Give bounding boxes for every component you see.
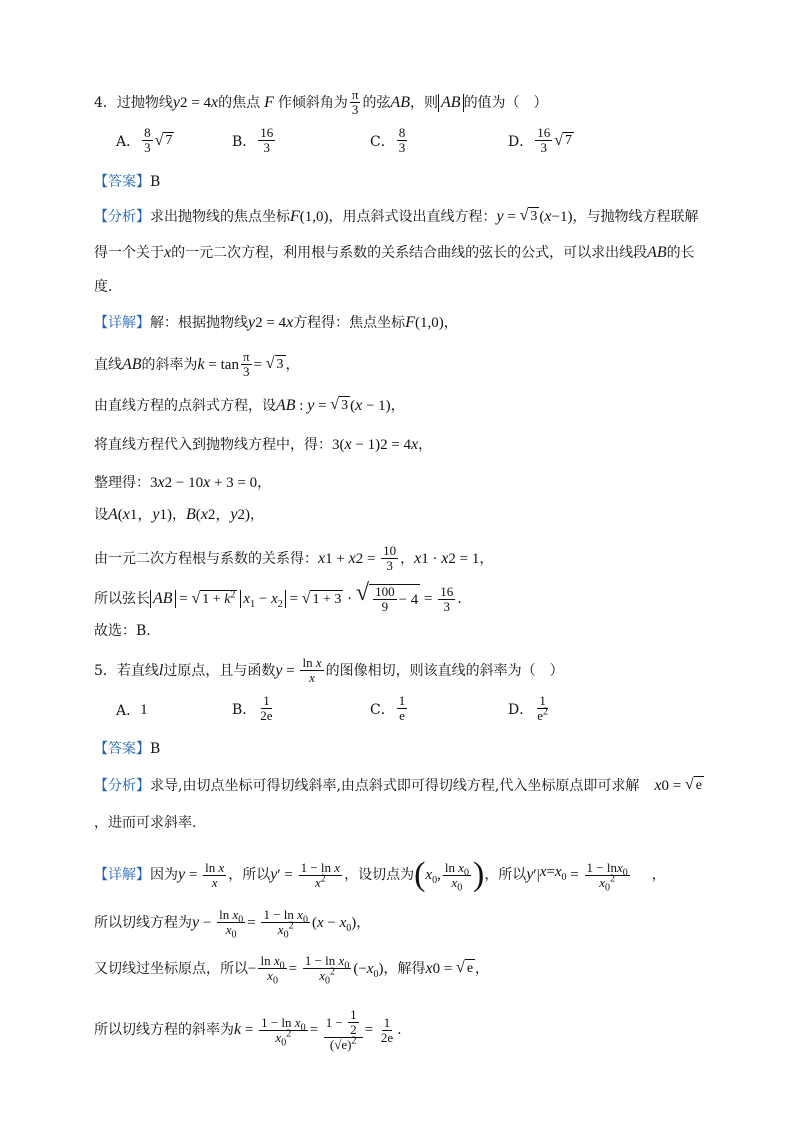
q5-detail-line-4: 所以切线方程的斜率为 k = $\frac{1 - \ln x_0}{x_0^2}$ = 1 − $\frac{1}{2}$ $(√e)^2$ = $\frac{1}{2e}$ . [94,1007,402,1052]
q5-option-b[interactable]: B． $\frac{1}{2e}$ [232,693,273,723]
q4-detail-line-9: 故选：B． [94,623,161,639]
q5-answer: 【答案】 B [94,741,161,757]
q4-detail-line-8: 所以弦长 AB = √ $1 + k^2$ $x_1 - x_2$ = √ 1 + 3 · √ $\frac{100}{9}$ − 4 = $\frac{16}{3}$ . [94,580,462,614]
q5-number: 5． [94,662,117,679]
q5-detail-line-2: 所以切线方程为 y − $\frac{\ln x_0}{x_0}$ = $\frac{1 - \ln x_0}{x_0^2}$ $(x - x_0)$ ， [94,907,371,941]
q4-answer: 【答案】 B [94,174,161,190]
q4-option-c[interactable]: C． $\frac{8}{3}$ [370,125,406,155]
q4-option-d[interactable]: D． $\frac{16}{3}$ √ 7 [508,125,573,155]
q5-analysis-line-1: 【分析】 求导,由切点坐标可得切线斜率,由点斜式即可得切线方程,代入坐标原点即可求解 x 0 = √ e [94,776,702,794]
q4-analysis-line-1: 【分析】 求出抛物线的焦点坐标 F (1,0) ，用点斜式设出直线方程： y = √ 3 ( x −1) ，与抛物线方程联解 [94,207,699,225]
q5-option-d[interactable]: D． $\frac{1}{e^2}$ [508,693,549,723]
q4-detail-line-7: 由一元二次方程根与系数的关系得： x 1 + x 2 = $\frac{10}{3}$ ， x 1 · x 2 = 1 ， [94,543,494,573]
q4-detail-line-1: 【详解】 解：根据抛物线 y 2 = 4 x 方程得：焦点坐标 F (1,0) ， [94,314,458,331]
q5-option-c[interactable]: C． $\frac{1}{e}$ [370,693,406,723]
q4-detail-line-4: 将直线方程代入到抛物线方程中，得： 3( x − 1) 2 = 4 x ， [94,436,433,453]
q4-detail-line-2: 直线 AB 的斜率为 k = tan $\frac{\pi}{3}$ = √ 3 ， [94,349,300,379]
q4-analysis-line-2: 得一个关于 x 的一元二次方程，利用根与系数的关系结合曲线的弦长的公式，可以求出线段 AB 的长 [94,244,695,261]
q5-stem: 5． 若直线 l 过原点，且与函数 y = $\frac{\text{ln x}}{x}$ 的图像相切，则该直线的斜率为（ ） [94,655,564,685]
q4-detail-line-5: 整理得： 3 x 2 − 10 x + 3 = 0 ， [94,474,272,491]
q5-detail-line-1: 【详解】 因为 y = $\frac{\text{ln x}}{x}$ ，所以 y ′ = $\frac{\text{1 − ln x}}{x^2}$ ，设切点为 ( $x_0$, $\frac{\ln x_0}{x_0}$ ) ，所以 y ′| $x=x_0$ = $\frac{1 - \ln x_0}{x_0^2}$ ， [94,856,666,894]
q4-detail-line-6: 设 A ( x 1 ， y 1 ) ， B ( x 2 ， y 2 ) ， [94,506,265,523]
q4-number: 4． [94,94,117,111]
q5-detail-line-3: 又切线过坐标原点，所以 − $\frac{\ln x_0}{x_0}$ = $\frac{1 - \ln x_0}{x_0^2}$ $(-x_0)$ ，解得 x 0 = √ e ， [94,953,490,987]
q4-detail-line-3: 由直线方程的点斜式方程，设 AB : y = √ 3 ( x − 1) ， [94,396,405,414]
q4-option-a[interactable]: A． $\frac{8}{3}$ √ 7 [116,125,173,155]
q4-stem: 4． 过抛物线 y 2 = 4 x 的焦点 F 作倾斜角为 $\frac{\pi}{3}$ 的弦 AB ，则 AB 的值为（ ） [94,87,548,117]
q5-analysis-line-2: ，进而可求斜率. [94,815,197,831]
q5-option-a[interactable]: A． 1 [116,701,148,719]
q4-analysis-line-3: 度. [94,279,113,295]
q4-option-b[interactable]: B． $\frac{16}{3}$ [232,125,274,155]
